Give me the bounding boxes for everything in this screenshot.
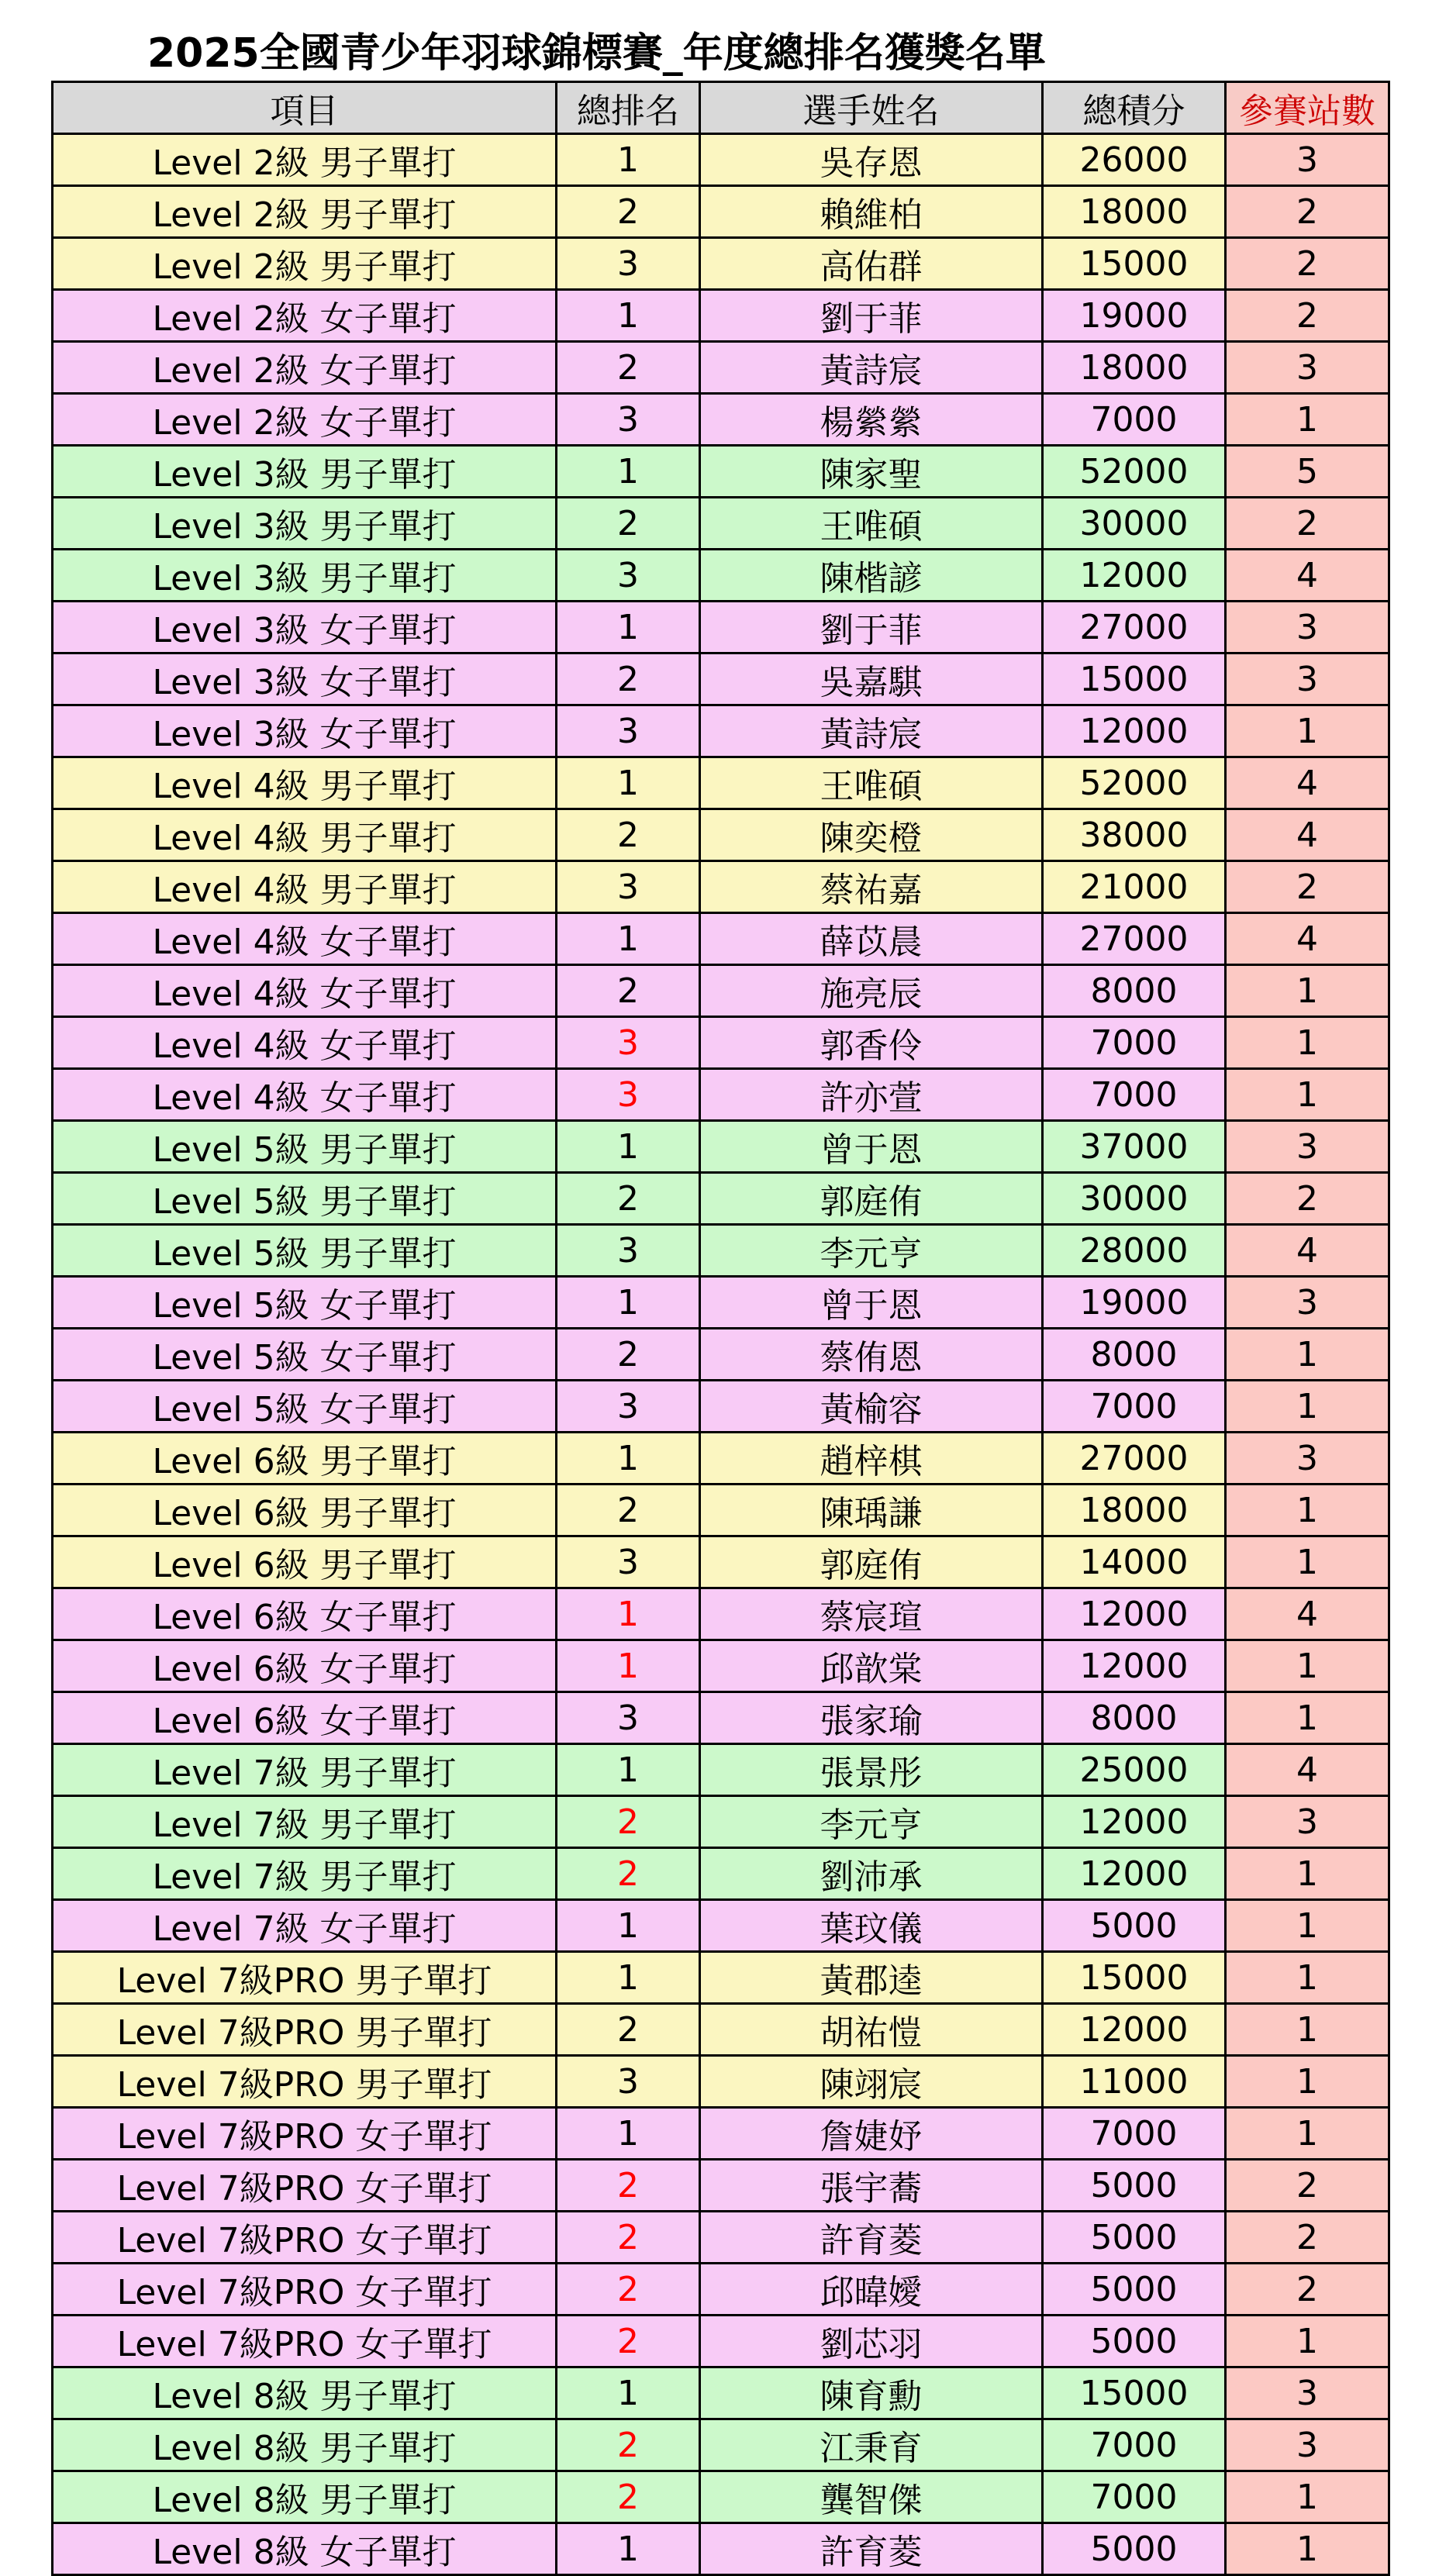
table-row xyxy=(53,602,1389,653)
cell-total-points: 18000 xyxy=(1043,186,1226,238)
cell-category: Level 6級 女子單打 xyxy=(53,1588,557,1640)
cell-total-points: 25000 xyxy=(1043,1744,1226,1796)
cell-player-name: 胡祐愷 xyxy=(700,2004,1043,2056)
cell-events-count: 1 xyxy=(1226,2471,1389,2523)
cell-category: Level 4級 男子單打 xyxy=(53,861,557,913)
table-row xyxy=(53,913,1389,965)
cell-category: Level 2級 男子單打 xyxy=(53,238,557,290)
cell-rank: 3 xyxy=(557,550,700,602)
table-row xyxy=(53,1692,1389,1744)
table-row xyxy=(53,861,1389,913)
table-row xyxy=(53,809,1389,861)
table-row xyxy=(53,1900,1389,1952)
cell-events-count: 1 xyxy=(1226,2523,1389,2575)
cell-player-name: 詹婕妤 xyxy=(700,2108,1043,2160)
cell-total-points: 15000 xyxy=(1043,653,1226,705)
table-row xyxy=(53,2108,1389,2160)
cell-events-count: 4 xyxy=(1226,1744,1389,1796)
table-row xyxy=(53,1848,1389,1900)
table-row xyxy=(53,2056,1389,2108)
cell-total-points: 7000 xyxy=(1043,2108,1226,2160)
table-row xyxy=(53,2264,1389,2316)
cell-player-name: 吳存恩 xyxy=(700,134,1043,186)
cell-total-points: 7000 xyxy=(1043,1017,1226,1069)
cell-player-name: 黃榆容 xyxy=(700,1381,1043,1433)
cell-events-count: 1 xyxy=(1226,2004,1389,2056)
cell-rank: 3 xyxy=(557,1536,700,1588)
cell-category: Level 6級 男子單打 xyxy=(53,1536,557,1588)
table-row xyxy=(53,2212,1389,2264)
cell-category: Level 8級 男子單打 xyxy=(53,2367,557,2419)
cell-total-points: 27000 xyxy=(1043,1433,1226,1485)
cell-player-name: 蔡宸瑄 xyxy=(700,1588,1043,1640)
cell-total-points: 12000 xyxy=(1043,1588,1226,1640)
cell-player-name: 劉芯羽 xyxy=(700,2316,1043,2367)
cell-rank: 3 xyxy=(557,861,700,913)
cell-events-count: 1 xyxy=(1226,705,1389,757)
cell-total-points: 5000 xyxy=(1043,2523,1226,2575)
cell-events-count: 1 xyxy=(1226,2056,1389,2108)
cell-player-name: 郭香伶 xyxy=(700,1017,1043,1069)
cell-player-name: 高佑群 xyxy=(700,238,1043,290)
cell-player-name: 張宇蕎 xyxy=(700,2160,1043,2212)
cell-events-count: 1 xyxy=(1226,1485,1389,1536)
cell-rank: 3 xyxy=(557,705,700,757)
cell-player-name: 李元亨 xyxy=(700,1225,1043,1277)
cell-rank: 2 xyxy=(557,2316,700,2367)
cell-player-name: 葉玟儀 xyxy=(700,1900,1043,1952)
cell-player-name: 曾于恩 xyxy=(700,1277,1043,1329)
cell-rank: 2 xyxy=(557,498,700,550)
cell-category: Level 3級 男子單打 xyxy=(53,446,557,498)
cell-player-name: 邱歆棠 xyxy=(700,1640,1043,1692)
cell-events-count: 3 xyxy=(1226,1796,1389,1848)
cell-total-points: 7000 xyxy=(1043,1069,1226,1121)
cell-category: Level 7級PRO 女子單打 xyxy=(53,2264,557,2316)
cell-total-points: 5000 xyxy=(1043,2264,1226,2316)
cell-player-name: 劉于菲 xyxy=(700,290,1043,342)
cell-category: Level 5級 女子單打 xyxy=(53,1277,557,1329)
cell-events-count: 4 xyxy=(1226,809,1389,861)
table-row xyxy=(53,1017,1389,1069)
cell-category: Level 6級 女子單打 xyxy=(53,1692,557,1744)
rankings-table xyxy=(51,81,1390,2576)
cell-events-count: 3 xyxy=(1226,602,1389,653)
cell-total-points: 5000 xyxy=(1043,2160,1226,2212)
cell-events-count: 2 xyxy=(1226,238,1389,290)
cell-rank: 1 xyxy=(557,1952,700,2004)
cell-player-name: 江秉育 xyxy=(700,2419,1043,2471)
cell-category: Level 2級 男子單打 xyxy=(53,186,557,238)
cell-category: Level 4級 女子單打 xyxy=(53,1069,557,1121)
cell-total-points: 12000 xyxy=(1043,550,1226,602)
cell-player-name: 郭庭侑 xyxy=(700,1536,1043,1588)
table-row xyxy=(53,1381,1389,1433)
cell-events-count: 3 xyxy=(1226,134,1389,186)
cell-rank: 1 xyxy=(557,134,700,186)
cell-events-count: 2 xyxy=(1226,2264,1389,2316)
cell-events-count: 1 xyxy=(1226,1329,1389,1381)
cell-events-count: 4 xyxy=(1226,913,1389,965)
cell-total-points: 28000 xyxy=(1043,1225,1226,1277)
table-row xyxy=(53,2160,1389,2212)
cell-player-name: 曾于恩 xyxy=(700,1121,1043,1173)
cell-rank: 3 xyxy=(557,1069,700,1121)
table-row xyxy=(53,134,1389,186)
cell-category: Level 7級 男子單打 xyxy=(53,1796,557,1848)
cell-player-name: 王唯碩 xyxy=(700,498,1043,550)
cell-player-name: 趙梓棋 xyxy=(700,1433,1043,1485)
cell-player-name: 邱暐嬡 xyxy=(700,2264,1043,2316)
cell-events-count: 1 xyxy=(1226,1069,1389,1121)
cell-category: Level 6級 男子單打 xyxy=(53,1433,557,1485)
cell-total-points: 7000 xyxy=(1043,394,1226,446)
table-row xyxy=(53,2523,1389,2575)
cell-total-points: 8000 xyxy=(1043,965,1226,1017)
cell-player-name: 黃郡逵 xyxy=(700,1952,1043,2004)
cell-events-count: 2 xyxy=(1226,861,1389,913)
cell-rank: 2 xyxy=(557,2004,700,2056)
cell-category: Level 7級PRO 女子單打 xyxy=(53,2108,557,2160)
table-row xyxy=(53,1588,1389,1640)
cell-rank: 3 xyxy=(557,1381,700,1433)
cell-total-points: 37000 xyxy=(1043,1121,1226,1173)
page-title: 2025全國青少年羽球錦標賽_年度總排名獲獎名單 xyxy=(147,30,1046,77)
cell-category: Level 7級PRO 女子單打 xyxy=(53,2212,557,2264)
cell-events-count: 1 xyxy=(1226,2108,1389,2160)
cell-events-count: 1 xyxy=(1226,965,1389,1017)
cell-category: Level 3級 女子單打 xyxy=(53,705,557,757)
cell-category: Level 8級 男子單打 xyxy=(53,2471,557,2523)
cell-category: Level 4級 女子單打 xyxy=(53,1017,557,1069)
cell-events-count: 2 xyxy=(1226,2212,1389,2264)
cell-category: Level 7級PRO 男子單打 xyxy=(53,1952,557,2004)
cell-category: Level 4級 女子單打 xyxy=(53,965,557,1017)
cell-rank: 3 xyxy=(557,2056,700,2108)
cell-rank: 3 xyxy=(557,238,700,290)
cell-category: Level 6級 女子單打 xyxy=(53,1640,557,1692)
table-row xyxy=(53,1277,1389,1329)
table-row xyxy=(53,238,1389,290)
cell-player-name: 張家瑜 xyxy=(700,1692,1043,1744)
cell-rank: 2 xyxy=(557,1485,700,1536)
cell-events-count: 2 xyxy=(1226,186,1389,238)
cell-category: Level 4級 女子單打 xyxy=(53,913,557,965)
cell-total-points: 12000 xyxy=(1043,2004,1226,2056)
cell-category: Level 4級 男子單打 xyxy=(53,757,557,809)
cell-player-name: 薛苡晨 xyxy=(700,913,1043,965)
cell-category: Level 6級 男子單打 xyxy=(53,1485,557,1536)
cell-total-points: 5000 xyxy=(1043,1900,1226,1952)
cell-player-name: 陳奕橙 xyxy=(700,809,1043,861)
cell-events-count: 3 xyxy=(1226,1433,1389,1485)
cell-events-count: 5 xyxy=(1226,446,1389,498)
cell-category: Level 5級 男子單打 xyxy=(53,1173,557,1225)
cell-player-name: 楊縈縈 xyxy=(700,394,1043,446)
cell-category: Level 2級 女子單打 xyxy=(53,394,557,446)
cell-rank: 2 xyxy=(557,965,700,1017)
table-row xyxy=(53,394,1389,446)
cell-total-points: 26000 xyxy=(1043,134,1226,186)
cell-events-count: 2 xyxy=(1226,2160,1389,2212)
cell-events-count: 4 xyxy=(1226,1225,1389,1277)
table-row xyxy=(53,446,1389,498)
cell-events-count: 3 xyxy=(1226,653,1389,705)
table-row xyxy=(53,965,1389,1017)
cell-events-count: 2 xyxy=(1226,498,1389,550)
cell-total-points: 12000 xyxy=(1043,1796,1226,1848)
table-row xyxy=(53,2316,1389,2367)
table-row xyxy=(53,342,1389,394)
cell-category: Level 7級PRO 男子單打 xyxy=(53,2004,557,2056)
cell-category: Level 5級 女子單打 xyxy=(53,1329,557,1381)
cell-rank: 3 xyxy=(557,394,700,446)
cell-category: Level 5級 女子單打 xyxy=(53,1381,557,1433)
cell-total-points: 21000 xyxy=(1043,861,1226,913)
table-row xyxy=(53,1536,1389,1588)
cell-rank: 1 xyxy=(557,1277,700,1329)
cell-total-points: 52000 xyxy=(1043,446,1226,498)
cell-events-count: 4 xyxy=(1226,550,1389,602)
cell-player-name: 吳嘉騏 xyxy=(700,653,1043,705)
cell-rank: 1 xyxy=(557,757,700,809)
table-row xyxy=(53,2419,1389,2471)
cell-rank: 1 xyxy=(557,2367,700,2419)
cell-rank: 1 xyxy=(557,2523,700,2575)
cell-total-points: 15000 xyxy=(1043,238,1226,290)
cell-rank: 1 xyxy=(557,1588,700,1640)
table-row xyxy=(53,2367,1389,2419)
cell-rank: 2 xyxy=(557,809,700,861)
cell-category: Level 3級 女子單打 xyxy=(53,653,557,705)
cell-category: Level 7級PRO 男子單打 xyxy=(53,2056,557,2108)
cell-rank: 3 xyxy=(557,1692,700,1744)
cell-events-count: 1 xyxy=(1226,1017,1389,1069)
cell-total-points: 5000 xyxy=(1043,2212,1226,2264)
cell-rank: 2 xyxy=(557,1796,700,1848)
cell-total-points: 52000 xyxy=(1043,757,1226,809)
table-row xyxy=(53,1069,1389,1121)
cell-events-count: 1 xyxy=(1226,1952,1389,2004)
cell-rank: 2 xyxy=(557,186,700,238)
cell-player-name: 許育菱 xyxy=(700,2212,1043,2264)
cell-events-count: 4 xyxy=(1226,1588,1389,1640)
cell-events-count: 1 xyxy=(1226,2316,1389,2367)
cell-events-count: 2 xyxy=(1226,290,1389,342)
table-row xyxy=(53,186,1389,238)
cell-rank: 2 xyxy=(557,653,700,705)
cell-total-points: 8000 xyxy=(1043,1329,1226,1381)
table-row xyxy=(53,1796,1389,1848)
cell-rank: 1 xyxy=(557,1900,700,1952)
cell-events-count: 3 xyxy=(1226,1121,1389,1173)
cell-category: Level 7級PRO 女子單打 xyxy=(53,2316,557,2367)
table-row xyxy=(53,1640,1389,1692)
table-body xyxy=(53,134,1389,2575)
cell-total-points: 15000 xyxy=(1043,1952,1226,2004)
cell-player-name: 郭庭侑 xyxy=(700,1173,1043,1225)
table-row xyxy=(53,653,1389,705)
cell-category: Level 2級 男子單打 xyxy=(53,134,557,186)
cell-player-name: 許育菱 xyxy=(700,2523,1043,2575)
cell-total-points: 7000 xyxy=(1043,1381,1226,1433)
cell-category: Level 3級 男子單打 xyxy=(53,498,557,550)
cell-rank: 1 xyxy=(557,913,700,965)
cell-total-points: 27000 xyxy=(1043,913,1226,965)
cell-player-name: 王唯碩 xyxy=(700,757,1043,809)
cell-player-name: 李元亨 xyxy=(700,1796,1043,1848)
cell-total-points: 11000 xyxy=(1043,2056,1226,2108)
cell-rank: 1 xyxy=(557,1640,700,1692)
cell-rank: 1 xyxy=(557,1744,700,1796)
table-row xyxy=(53,1225,1389,1277)
cell-total-points: 27000 xyxy=(1043,602,1226,653)
cell-category: Level 5級 男子單打 xyxy=(53,1121,557,1173)
cell-rank: 2 xyxy=(557,342,700,394)
cell-total-points: 18000 xyxy=(1043,1485,1226,1536)
table-row xyxy=(53,705,1389,757)
table-row xyxy=(53,1121,1389,1173)
cell-rank: 2 xyxy=(557,1848,700,1900)
cell-events-count: 2 xyxy=(1226,1173,1389,1225)
cell-rank: 1 xyxy=(557,2108,700,2160)
cell-events-count: 1 xyxy=(1226,394,1389,446)
table-row xyxy=(53,498,1389,550)
cell-player-name: 賴維柏 xyxy=(700,186,1043,238)
cell-rank: 2 xyxy=(557,2160,700,2212)
table-row xyxy=(53,1329,1389,1381)
cell-events-count: 1 xyxy=(1226,1536,1389,1588)
cell-events-count: 3 xyxy=(1226,1277,1389,1329)
cell-total-points: 15000 xyxy=(1043,2367,1226,2419)
cell-total-points: 12000 xyxy=(1043,1848,1226,1900)
table-row xyxy=(53,1744,1389,1796)
cell-rank: 1 xyxy=(557,1121,700,1173)
cell-player-name: 蔡侑恩 xyxy=(700,1329,1043,1381)
cell-total-points: 7000 xyxy=(1043,2471,1226,2523)
cell-rank: 2 xyxy=(557,1173,700,1225)
cell-events-count: 1 xyxy=(1226,1381,1389,1433)
cell-player-name: 蔡祐嘉 xyxy=(700,861,1043,913)
table-row xyxy=(53,1433,1389,1485)
cell-player-name: 張景彤 xyxy=(700,1744,1043,1796)
cell-events-count: 3 xyxy=(1226,342,1389,394)
cell-total-points: 19000 xyxy=(1043,1277,1226,1329)
cell-rank: 2 xyxy=(557,2419,700,2471)
cell-events-count: 1 xyxy=(1226,1900,1389,1952)
table-row xyxy=(53,290,1389,342)
cell-category: Level 3級 女子單打 xyxy=(53,602,557,653)
cell-rank: 1 xyxy=(557,290,700,342)
table-row xyxy=(53,1485,1389,1536)
cell-events-count: 1 xyxy=(1226,1848,1389,1900)
cell-total-points: 7000 xyxy=(1043,2419,1226,2471)
table-header-row xyxy=(53,82,1389,134)
cell-player-name: 陳育勳 xyxy=(700,2367,1043,2419)
cell-total-points: 18000 xyxy=(1043,342,1226,394)
cell-player-name: 黃詩宸 xyxy=(700,342,1043,394)
cell-player-name: 劉沛承 xyxy=(700,1848,1043,1900)
cell-category: Level 7級 男子單打 xyxy=(53,1848,557,1900)
header-category: 項目 xyxy=(53,82,557,134)
table-row xyxy=(53,2471,1389,2523)
table-row xyxy=(53,550,1389,602)
header-player-name: 選手姓名 xyxy=(700,82,1043,134)
cell-rank: 2 xyxy=(557,1329,700,1381)
cell-total-points: 30000 xyxy=(1043,1173,1226,1225)
cell-category: Level 8級 女子單打 xyxy=(53,2523,557,2575)
cell-player-name: 陳家聖 xyxy=(700,446,1043,498)
cell-total-points: 12000 xyxy=(1043,705,1226,757)
cell-rank: 3 xyxy=(557,1225,700,1277)
cell-player-name: 劉于菲 xyxy=(700,602,1043,653)
cell-category: Level 7級PRO 女子單打 xyxy=(53,2160,557,2212)
cell-rank: 3 xyxy=(557,1017,700,1069)
cell-player-name: 陳瑀謙 xyxy=(700,1485,1043,1536)
header-events-count: 參賽站數 xyxy=(1226,82,1389,134)
cell-events-count: 3 xyxy=(1226,2419,1389,2471)
cell-total-points: 19000 xyxy=(1043,290,1226,342)
cell-player-name: 施亮辰 xyxy=(700,965,1043,1017)
cell-category: Level 5級 男子單打 xyxy=(53,1225,557,1277)
cell-category: Level 8級 男子單打 xyxy=(53,2419,557,2471)
cell-rank: 2 xyxy=(557,2471,700,2523)
cell-rank: 2 xyxy=(557,2212,700,2264)
cell-player-name: 陳翊宸 xyxy=(700,2056,1043,2108)
cell-category: Level 2級 女子單打 xyxy=(53,342,557,394)
cell-category: Level 7級 女子單打 xyxy=(53,1900,557,1952)
cell-player-name: 陳楷諺 xyxy=(700,550,1043,602)
table-row xyxy=(53,1173,1389,1225)
table-row xyxy=(53,1952,1389,2004)
cell-rank: 1 xyxy=(557,1433,700,1485)
cell-rank: 2 xyxy=(557,2264,700,2316)
cell-total-points: 5000 xyxy=(1043,2316,1226,2367)
cell-total-points: 14000 xyxy=(1043,1536,1226,1588)
cell-total-points: 8000 xyxy=(1043,1692,1226,1744)
cell-total-points: 38000 xyxy=(1043,809,1226,861)
cell-category: Level 4級 男子單打 xyxy=(53,809,557,861)
cell-events-count: 3 xyxy=(1226,2367,1389,2419)
header-total-points: 總積分 xyxy=(1043,82,1226,134)
header-rank: 總排名 xyxy=(557,82,700,134)
cell-category: Level 2級 女子單打 xyxy=(53,290,557,342)
cell-rank: 1 xyxy=(557,602,700,653)
cell-events-count: 4 xyxy=(1226,757,1389,809)
cell-category: Level 7級 男子單打 xyxy=(53,1744,557,1796)
cell-player-name: 許亦萱 xyxy=(700,1069,1043,1121)
cell-events-count: 1 xyxy=(1226,1640,1389,1692)
cell-events-count: 1 xyxy=(1226,1692,1389,1744)
table-row xyxy=(53,757,1389,809)
cell-player-name: 龔智傑 xyxy=(700,2471,1043,2523)
cell-player-name: 黃詩宸 xyxy=(700,705,1043,757)
cell-category: Level 3級 男子單打 xyxy=(53,550,557,602)
table-row xyxy=(53,2004,1389,2056)
cell-total-points: 12000 xyxy=(1043,1640,1226,1692)
cell-total-points: 30000 xyxy=(1043,498,1226,550)
cell-rank: 1 xyxy=(557,446,700,498)
